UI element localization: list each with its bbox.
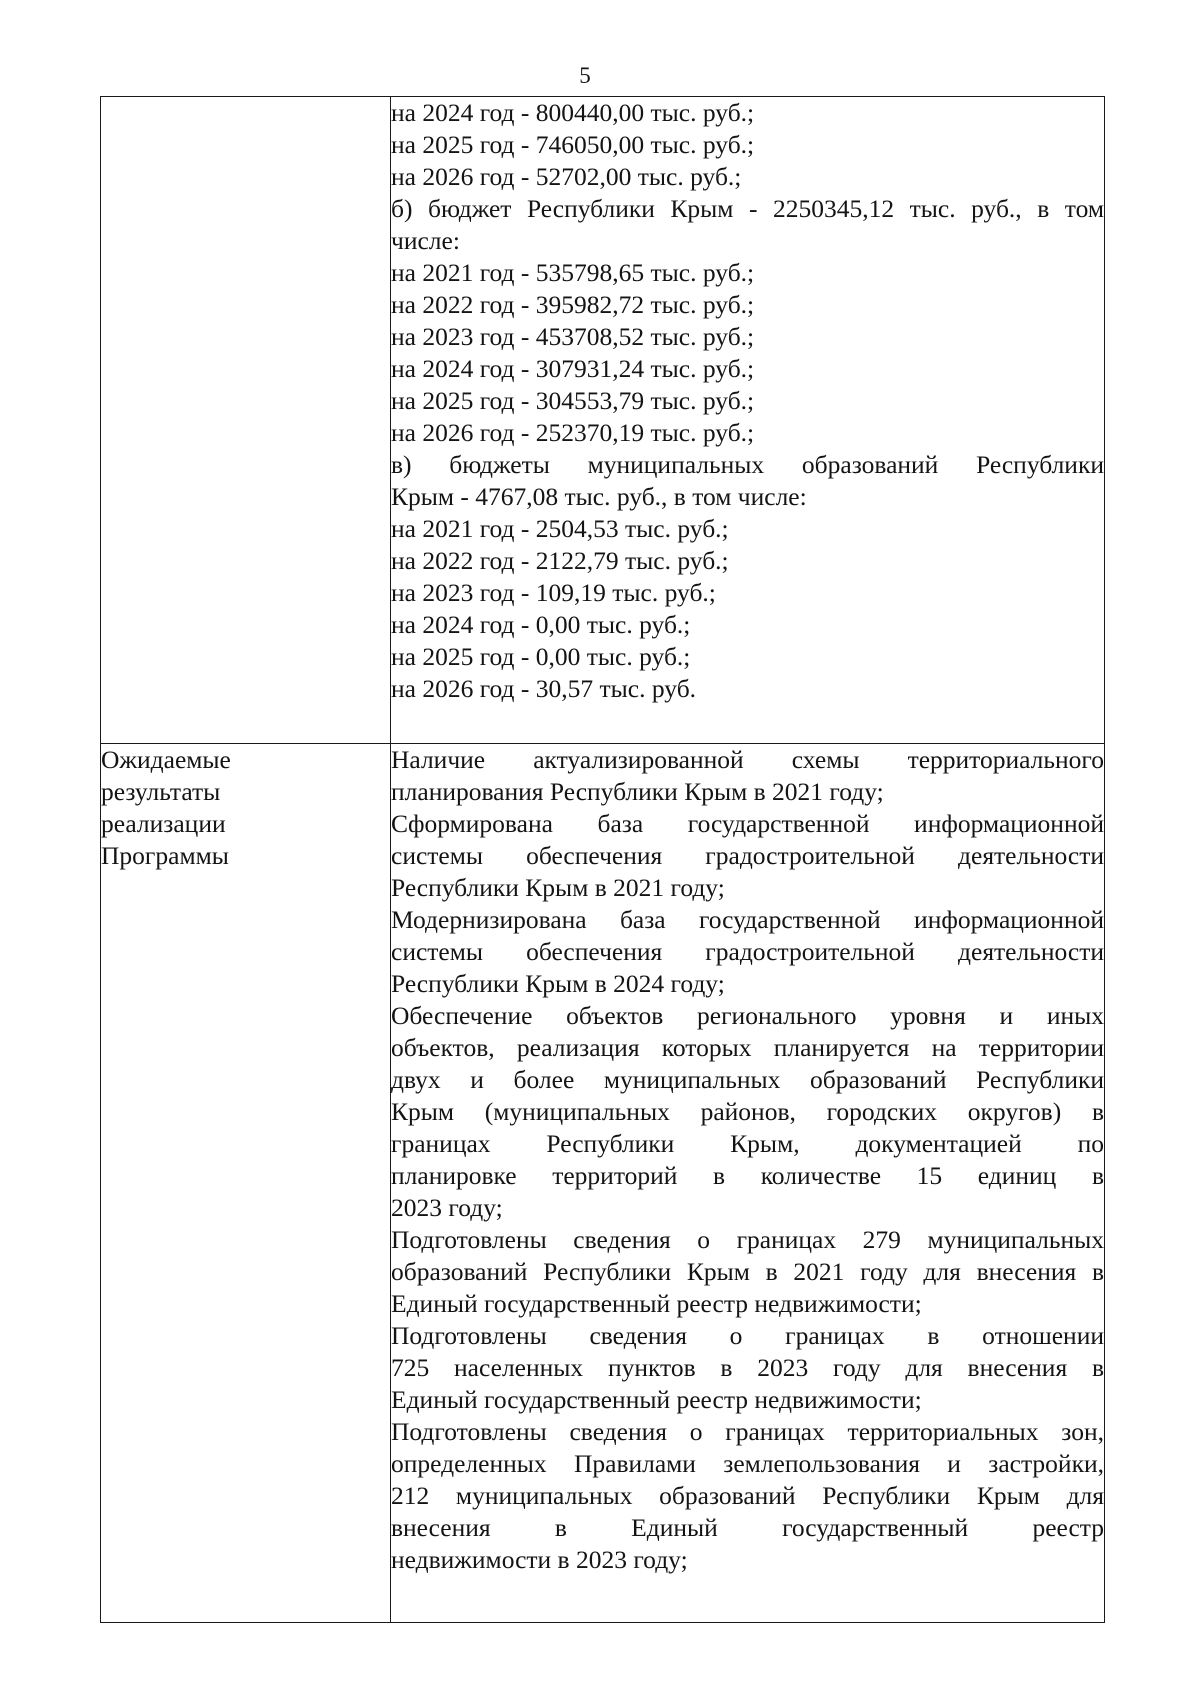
funding-line: в) бюджеты муниципальных образований Республики bbox=[391, 450, 1104, 479]
funding-line: Крым - 4767,08 тыс. руб., в том числе: bbox=[391, 482, 807, 511]
results-line: 212 муниципальных образований Республики Крым для bbox=[391, 1481, 1104, 1510]
passport-table bbox=[100, 96, 1105, 1623]
results-content-cell bbox=[391, 744, 1105, 1623]
funding-line: на 2024 год - 0,00 тыс. руб.; bbox=[391, 610, 691, 639]
results-label-line: реализации bbox=[101, 809, 226, 838]
results-label-line: Программы bbox=[101, 841, 229, 870]
results-line: Сформирована база государственной информационной bbox=[391, 809, 1104, 838]
funding-line: на 2023 год - 453708,52 тыс. руб.; bbox=[391, 322, 755, 351]
funding-line: на 2026 год - 30,57 тыс. руб. bbox=[391, 674, 697, 703]
funding-line: на 2022 год - 395982,72 тыс. руб.; bbox=[391, 290, 755, 319]
funding-line: на 2026 год - 252370,19 тыс. руб.; bbox=[391, 418, 755, 447]
results-line: Крым (муниципальных районов, городских округов) в bbox=[391, 1097, 1104, 1126]
results-line: недвижимости в 2023 году; bbox=[391, 1545, 688, 1574]
funding-line: на 2023 год - 109,19 тыс. руб.; bbox=[391, 578, 716, 607]
funding-line: на 2025 год - 746050,00 тыс. руб.; bbox=[391, 130, 755, 159]
results-label-line: результаты bbox=[101, 777, 221, 806]
results-line: Республики Крым в 2021 году; bbox=[391, 873, 725, 902]
results-line: Обеспечение объектов регионального уровня и иных bbox=[391, 1001, 1104, 1030]
results-line: системы обеспечения градостроительной деятельности bbox=[391, 841, 1104, 870]
funding-line: на 2025 год - 304553,79 тыс. руб.; bbox=[391, 386, 755, 415]
funding-line: на 2026 год - 52702,00 тыс. руб.; bbox=[391, 162, 742, 191]
table-row-results bbox=[101, 744, 1105, 1623]
results-line: Единый государственный реестр недвижимости; bbox=[391, 1385, 922, 1414]
results-label bbox=[101, 744, 390, 872]
results-line: Модернизирована база государственной информационной bbox=[391, 905, 1104, 934]
funding-line: числе: bbox=[391, 226, 460, 255]
results-line: 725 населенных пунктов в 2023 году для внесения в bbox=[391, 1353, 1104, 1382]
results-line: 2023 году; bbox=[391, 1193, 503, 1222]
results-line: Республики Крым в 2024 году; bbox=[391, 969, 725, 998]
results-line: объектов, реализация которых планируется на территории bbox=[391, 1033, 1104, 1062]
funding-label-cell bbox=[101, 97, 391, 744]
results-line: Подготовлены сведения о границах территориальных зон, bbox=[391, 1417, 1104, 1446]
results-line: границах Республики Крым, документацией по bbox=[391, 1129, 1104, 1158]
funding-line: на 2024 год - 800440,00 тыс. руб.; bbox=[391, 98, 755, 127]
results-line: планирования Республики Крым в 2021 году; bbox=[391, 777, 884, 806]
results-label-line: Ожидаемые bbox=[101, 745, 231, 774]
results-lines bbox=[391, 744, 1104, 1576]
results-line: двух и более муниципальных образований Республики bbox=[391, 1065, 1104, 1094]
funding-line: на 2021 год - 535798,65 тыс. руб.; bbox=[391, 258, 755, 287]
funding-line: на 2022 год - 2122,79 тыс. руб.; bbox=[391, 546, 729, 575]
funding-line: на 2024 год - 307931,24 тыс. руб.; bbox=[391, 354, 755, 383]
results-line: Единый государственный реестр недвижимости; bbox=[391, 1289, 922, 1318]
funding-line: на 2025 год - 0,00 тыс. руб.; bbox=[391, 642, 691, 671]
results-line: образований Республики Крым в 2021 году для внесения в bbox=[391, 1257, 1104, 1286]
results-line: внесения в Единый государственный реестр bbox=[391, 1513, 1104, 1542]
results-line: определенных Правилами землепользования и застройки, bbox=[391, 1449, 1104, 1478]
results-label-cell bbox=[101, 744, 391, 1623]
funding-line: б) бюджет Республики Крым - 2250345,12 тыс. руб., в том bbox=[391, 194, 1104, 223]
results-line: Подготовлены сведения о границах 279 муниципальных bbox=[391, 1225, 1104, 1254]
results-line: Подготовлены сведения о границах в отношении bbox=[391, 1321, 1104, 1350]
funding-line: на 2021 год - 2504,53 тыс. руб.; bbox=[391, 514, 729, 543]
funding-content-cell bbox=[391, 97, 1105, 744]
results-line: системы обеспечения градостроительной деятельности bbox=[391, 937, 1104, 966]
page-number: 5 bbox=[579, 63, 591, 88]
funding-lines bbox=[391, 97, 1104, 705]
table-row-funding bbox=[101, 97, 1105, 744]
results-line: Наличие актуализированной схемы территориального bbox=[391, 745, 1104, 774]
results-line: планировке территорий в количестве 15 единиц в bbox=[391, 1161, 1104, 1190]
